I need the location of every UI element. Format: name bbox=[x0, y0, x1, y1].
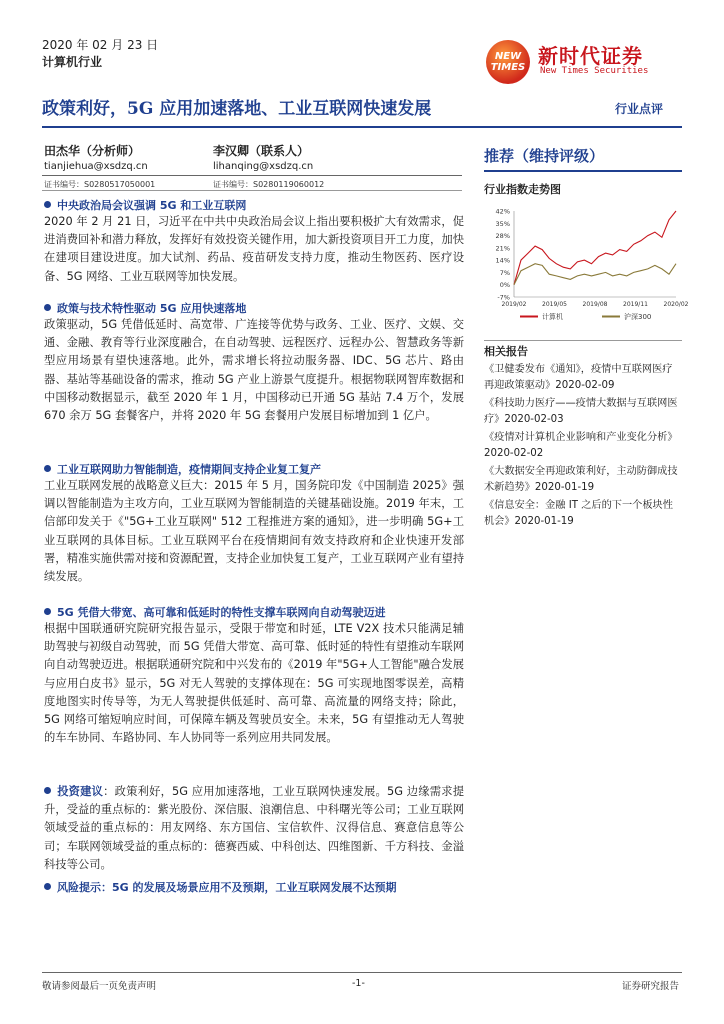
report-date: 2020 年 02 月 23 日 bbox=[42, 38, 159, 52]
author-2-email: lihanqing@xsdzq.cn bbox=[213, 161, 314, 172]
x-tick-label: 2019/11 bbox=[623, 301, 648, 308]
author-1-name: 田杰华（分析师） bbox=[44, 144, 141, 158]
author-1-email: tianjiehua@xsdzq.cn bbox=[44, 161, 148, 172]
section-1-body: 2020 年 2 月 21 日，习近平在中共中央政治局会议上指出要积极扩大有效需求，促进消费回补和潜力释放，发挥好有效投资关键作用，加大新投资项目开工力度，加快在建项目建设进度。加大试剂、药品、疫苗研发支持力度，推动生物医药、医疗设备、5G 网络、工业互联网等加快发展。 bbox=[44, 215, 464, 283]
author-2-name: 李汉卿（联系人） bbox=[213, 144, 310, 158]
footer-report-label: 证券研究报告 bbox=[622, 981, 680, 992]
x-tick-label: 2019/05 bbox=[542, 301, 567, 308]
x-tick-label: 2019/02 bbox=[501, 301, 527, 308]
logo-badge bbox=[486, 40, 530, 84]
related-divider bbox=[484, 340, 682, 341]
section-4-heading-text: 5G 凭借大带宽、高可靠和低延时的特性支撑车联网向自动驾驶迈进 bbox=[57, 606, 386, 619]
bullet-icon bbox=[44, 304, 51, 311]
section-4-heading bbox=[44, 604, 386, 620]
industry-label: 计算机行业 bbox=[42, 55, 103, 69]
footer-divider bbox=[42, 972, 682, 973]
legend-label: 计算机 bbox=[542, 313, 563, 321]
investment-advice bbox=[44, 783, 464, 874]
company-logo bbox=[486, 34, 696, 84]
author-1-cert: 证书编号：S0280517050001 bbox=[44, 180, 156, 189]
trend-chart-title: 行业指数走势图 bbox=[484, 183, 561, 196]
report-title: 政策利好，5G 应用加速落地、工业互联网快速发展 bbox=[42, 99, 432, 119]
section-2-body: 政策驱动，5G 凭借低延时、高宽带、广连接等优势与政务、工业、医疗、文娱、交通、金融、教育等行业深度融合，在自动驾驶、远程医疗、远程办公、智慧政务等新型应用场景有望快速落地。此外，需求增长将拉动服务器、IDC、5G 芯片、路由器、基站等基础设备的需求，推动 5G 产业上游景气度提升。根据物联网智库数据和中国移动数据显示，截至 2020 年 1 月，中国移动已开通 5G 基站 7.4 万个，发展 670 余万 5G 套餐客户，并将 2020 年 5G 套餐用户发展目标增加到 1 亿户。 bbox=[44, 318, 464, 423]
bullet-icon bbox=[44, 465, 51, 472]
y-tick-label: 42% bbox=[495, 207, 510, 216]
report-type: 行业点评 bbox=[615, 102, 664, 116]
section-1-heading bbox=[44, 197, 246, 213]
disclaimer-note: 敬请参阅最后一页免责声明 bbox=[42, 981, 157, 992]
section-1-heading-text: 中央政治局会议强调 5G 和工业互联网 bbox=[57, 199, 247, 212]
y-tick-label: 35% bbox=[495, 219, 510, 228]
rating-divider bbox=[484, 170, 682, 172]
bullet-icon bbox=[44, 608, 51, 615]
series-line-1 bbox=[514, 211, 676, 285]
section-3-body: 工业互联网发展的战略意义巨大：2015 年 5 月，国务院印发《中国制造 2025》强调以智能制造为主攻方向，工业互联网为智能制造的关键基础设施。2019 年末，工信部印发关于《"5G+工业互联网" 512 工程推进方案的通知》，进一步明确 5G+工业互联网的具体目标。工业互联网平台在疫情期间有效支持政府和企业快速开发部署，精准实施供需对接和资源配置，支持企业加快复工复产，工业互联网产业有望持续发展。 bbox=[44, 479, 464, 584]
logo-badge-text-1: NEW bbox=[494, 51, 522, 62]
section-2-heading-text: 政策与技术特性驱动 5G 应用快速落地 bbox=[57, 302, 247, 315]
section-4-body: 根据中国联通研究院研究报告显示，受限于带宽和时延，LTE V2X 技术只能满足辅助驾驶与初级自动驾驶，而 5G 凭借大带宽、高可靠、低时延的特性有望推动车联网向自动驾驶迈进。根据联通研究院和中兴发布的《2019 年"5G+人工智能"融合发展与应用白皮书》显示，5G 对无人驾驶的支撑体现在：5G 可实现地图零误差，高精度地图实时传导等，为无人驾驶提供低延时、高可靠、高流量的网络支持；除此，5G 网络可缩短响应时间，可保障车辆及驾驶员安全。未来，5G 有望推动无人驾驶的车车协同、车路协同、车人协同等一系列应用共同发展。 bbox=[44, 622, 464, 745]
title-divider bbox=[42, 126, 682, 128]
y-tick-label: 0% bbox=[499, 281, 510, 290]
section-2-heading bbox=[44, 300, 246, 316]
x-tick-label: 2019/08 bbox=[582, 301, 608, 308]
y-tick-label: 28% bbox=[495, 232, 510, 241]
related-report-2[interactable]: 《科技助力医疗——疫情大数据与互联网医疗》2020-02-03 bbox=[484, 398, 678, 425]
page-number: -1- bbox=[352, 978, 365, 989]
author-2-cert: 证书编号：S0280119060012 bbox=[213, 180, 325, 189]
related-report-5[interactable]: 《信息安全：金融 IT 之后的下一个板块性机会》2020-01-19 bbox=[484, 500, 673, 527]
y-tick-label: 7% bbox=[499, 268, 510, 277]
logo-english-name: New Times Securities bbox=[540, 66, 649, 76]
investment-heading: 投资建议 bbox=[57, 785, 104, 798]
bullet-icon bbox=[44, 787, 51, 794]
risk-text: 风险提示：5G 的发展及场景应用不及预期，工业互联网发展不达预期 bbox=[57, 881, 397, 894]
related-report-3[interactable]: 《疫情对计算机企业影响和产业变化分析》2020-02-02 bbox=[484, 432, 678, 459]
bullet-icon bbox=[44, 883, 51, 890]
y-tick-label: -7% bbox=[497, 293, 510, 302]
logo-chinese-name: 新时代证券 bbox=[538, 44, 643, 68]
risk-warning bbox=[44, 879, 397, 895]
bullet-icon bbox=[44, 201, 51, 208]
y-tick-label: 21% bbox=[495, 244, 510, 253]
related-report-1[interactable]: 《卫健委发布《通知》，疫情中互联网医疗再迎政策驱动》2020-02-09 bbox=[484, 364, 673, 391]
author-divider bbox=[42, 175, 462, 176]
section-3-heading-text: 工业互联网助力智能制造，疫情期间支持企业复工复产 bbox=[57, 463, 321, 476]
y-tick-label: 14% bbox=[495, 256, 510, 265]
author-divider-bottom bbox=[42, 190, 462, 191]
x-tick-label: 2020/02 bbox=[663, 301, 689, 308]
investment-body: ：政策利好，5G 应用加速落地，工业互联网快速发展。5G 边缘需求提升，受益的重点标的：紫光股份、深信服、浪潮信息、中科曙光等公司；工业互联网领域受益的重点标的：用友网络、东方国信、宝信软件、汉得信息、赛意信息等公司；车联网领域受益的重点标的：德赛西威、中科创达、四维图新、千方科技、金溢科技等公司。 bbox=[44, 785, 464, 871]
section-3-heading bbox=[44, 461, 321, 477]
related-report-4[interactable]: 《大数据安全再迎政策利好，主动防御成技术新趋势》2020-01-19 bbox=[484, 466, 678, 493]
logo-badge-text-2: TIMES bbox=[490, 62, 526, 73]
related-reports-title: 相关报告 bbox=[484, 345, 528, 358]
legend-label: 沪深300 bbox=[624, 313, 652, 321]
rating-label: 推荐（维持评级） bbox=[484, 147, 605, 165]
index-trend-chart bbox=[484, 205, 689, 335]
series-line-2 bbox=[514, 264, 676, 285]
